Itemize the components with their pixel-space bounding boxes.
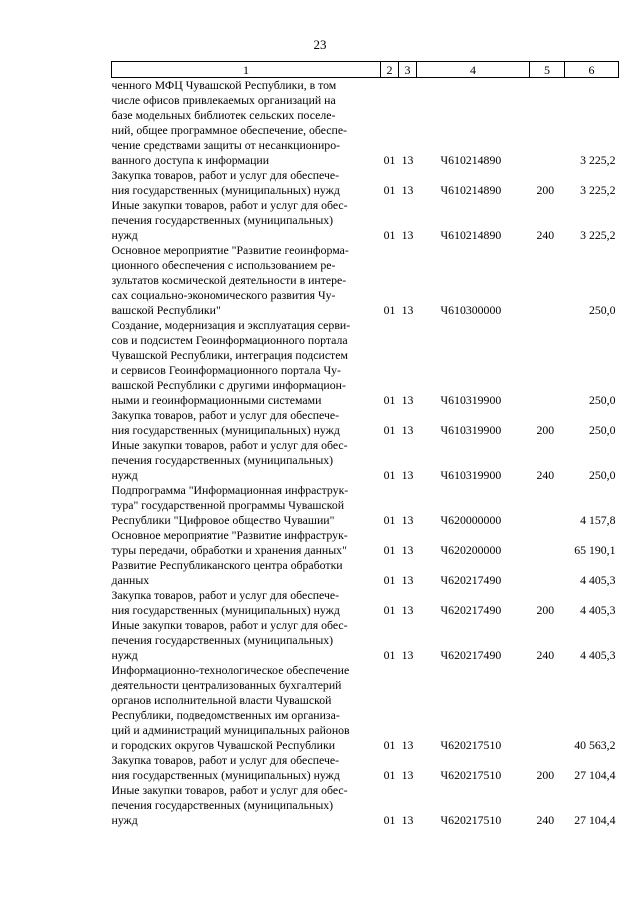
header-col-5: 5 xyxy=(530,62,565,78)
row-name-line: Создание, модернизация и эксплуатация серви- xyxy=(111,318,351,332)
row-amount: 27 104,4 xyxy=(574,768,616,782)
header-col-3: 3 xyxy=(399,62,417,78)
row-name-line: Закупка товаров, работ и услуг для обеспече- xyxy=(111,168,340,182)
row-name-line: Чувашской Республики, интеграция подсистем xyxy=(111,348,348,362)
row-name-line: Подпрограмма "Информационная инфраструк- xyxy=(111,483,349,497)
row-expense-type xyxy=(530,318,565,408)
row-name xyxy=(112,483,381,528)
row-section: 01 xyxy=(383,738,396,752)
row-target-article: Ч610319900 xyxy=(440,393,502,407)
row-subsection: 13 xyxy=(401,183,414,197)
row-section: 01 xyxy=(383,813,396,827)
row-section: 01 xyxy=(383,228,396,242)
row-section: 01 xyxy=(383,603,396,617)
row-subsection: 13 xyxy=(401,813,414,827)
table-row xyxy=(112,243,619,318)
budget-table xyxy=(111,61,619,828)
row-subsection: 13 xyxy=(401,303,414,317)
row-name-line: печения государственных (муниципальных) xyxy=(111,798,334,812)
table-body xyxy=(112,78,619,829)
row-name-line: Закупка товаров, работ и услуг для обеспече- xyxy=(111,753,340,767)
row-expense-type: 240 xyxy=(536,813,555,827)
row-name xyxy=(112,558,381,588)
row-name-line: ния государственных (муниципальных) нужд xyxy=(111,603,340,617)
row-section: 01 xyxy=(383,513,396,527)
row-name-line: нужд xyxy=(111,648,138,662)
row-amount: 27 104,4 xyxy=(574,813,616,827)
table-row xyxy=(112,528,619,558)
row-section: 01 xyxy=(383,423,396,437)
row-name-line: ными и геоинформационными системами xyxy=(111,393,322,407)
table-row xyxy=(112,438,619,483)
row-name-line: вашской Республики с другими информацион- xyxy=(111,378,346,392)
row-name xyxy=(112,168,381,198)
row-name-line: Республики, подведомственных им организа- xyxy=(111,708,340,722)
header-col-6: 6 xyxy=(565,62,619,78)
row-expense-type: 240 xyxy=(536,648,555,662)
page-number: 23 xyxy=(313,37,327,52)
row-name-line: Республики "Цифровое общество Чувашии" xyxy=(111,513,335,527)
row-name-line: ния государственных (муниципальных) нужд xyxy=(111,183,340,197)
row-name-line: и сервисов Геоинформационного портала Чу- xyxy=(111,363,341,377)
row-amount: 250,0 xyxy=(588,393,616,407)
table-row xyxy=(112,588,619,618)
row-name xyxy=(112,588,381,618)
table-row xyxy=(112,198,619,243)
row-target-article: Ч610319900 xyxy=(440,423,502,437)
row-name-line: ний, общее программное обеспечение, обеспе- xyxy=(111,123,347,137)
row-name-line: Закупка товаров, работ и услуг для обеспече- xyxy=(111,408,340,422)
header-col-4: 4 xyxy=(417,62,530,78)
row-subsection: 13 xyxy=(401,423,414,437)
row-target-article: Ч610214890 xyxy=(440,153,502,167)
header-col-1: 1 xyxy=(112,62,381,78)
row-amount: 3 225,2 xyxy=(580,183,616,197)
row-subsection: 13 xyxy=(401,513,414,527)
row-target-article: Ч620217510 xyxy=(440,738,502,752)
row-name xyxy=(112,783,381,828)
row-section: 01 xyxy=(383,183,396,197)
row-name-line: Информационно-технологическое обеспечение xyxy=(111,663,350,677)
header-col-2: 2 xyxy=(381,62,399,78)
row-amount: 40 563,2 xyxy=(574,738,616,752)
row-name-line: туры передачи, обработки и хранения данных" xyxy=(111,543,347,557)
row-name-line: Иные закупки товаров, работ и услуг для обес- xyxy=(111,618,348,632)
row-name-line: печения государственных (муниципальных) xyxy=(111,633,334,647)
row-expense-type: 200 xyxy=(536,768,555,782)
row-name-line: ния государственных (муниципальных) нужд xyxy=(111,423,340,437)
row-name-line: нужд xyxy=(111,468,138,482)
row-subsection: 13 xyxy=(401,468,414,482)
row-name-line: печения государственных (муниципальных) xyxy=(111,213,334,227)
table-row xyxy=(112,78,619,169)
row-name-line: Основное мероприятие "Развитие геоинформа- xyxy=(111,243,349,257)
row-section: 01 xyxy=(383,468,396,482)
row-name xyxy=(112,753,381,783)
row-name-line: сах социально-экономического развития Чу- xyxy=(111,288,336,302)
table-row xyxy=(112,663,619,753)
row-target-article: Ч620217490 xyxy=(440,573,502,587)
row-target-article: Ч610300000 xyxy=(440,303,502,317)
row-section: 01 xyxy=(383,393,396,407)
row-target-article: Ч620217510 xyxy=(440,768,502,782)
row-name xyxy=(112,318,381,408)
row-section: 01 xyxy=(383,303,396,317)
row-name-line: и городских округов Чувашской Республики xyxy=(111,738,336,752)
row-amount: 250,0 xyxy=(588,468,616,482)
row-target-article: Ч620217490 xyxy=(440,648,502,662)
row-section: 01 xyxy=(383,573,396,587)
row-expense-type: 200 xyxy=(536,183,555,197)
row-name-line: тура" государственной программы Чувашской xyxy=(111,498,345,512)
row-subsection: 13 xyxy=(401,648,414,662)
row-name xyxy=(112,618,381,663)
row-subsection: 13 xyxy=(401,573,414,587)
row-expense-type xyxy=(530,558,565,588)
row-name xyxy=(112,438,381,483)
row-amount: 4 157,8 xyxy=(580,513,616,527)
row-amount: 250,0 xyxy=(588,303,616,317)
row-expense-type xyxy=(530,663,565,753)
row-name-line: вашской Республики" xyxy=(111,303,221,317)
row-subsection: 13 xyxy=(401,738,414,752)
row-target-article: Ч620200000 xyxy=(440,543,502,557)
row-name xyxy=(112,408,381,438)
row-target-article: Ч610319900 xyxy=(440,468,502,482)
row-expense-type xyxy=(530,483,565,528)
row-name-line: чение средствами защиты от несанкциониро- xyxy=(111,138,341,152)
table-row xyxy=(112,558,619,588)
row-expense-type xyxy=(530,78,565,169)
row-expense-type: 240 xyxy=(536,468,555,482)
row-name-line: Иные закупки товаров, работ и услуг для обес- xyxy=(111,438,348,452)
row-name-line: ния государственных (муниципальных) нужд xyxy=(111,768,340,782)
row-name xyxy=(112,78,381,169)
row-section: 01 xyxy=(383,543,396,557)
row-name-line: числе офисов привлекаемых организаций на xyxy=(111,93,336,107)
row-name-line: Иные закупки товаров, работ и услуг для обес- xyxy=(111,783,348,797)
row-name xyxy=(112,243,381,318)
row-name-line: ционного обеспечения с использованием ре- xyxy=(111,258,336,272)
row-section: 01 xyxy=(383,153,396,167)
table-row xyxy=(112,318,619,408)
row-expense-type: 240 xyxy=(536,228,555,242)
row-name-line: печения государственных (муниципальных) xyxy=(111,453,334,467)
row-target-article: Ч620217490 xyxy=(440,603,502,617)
row-name-line: ванного доступа к информации xyxy=(111,153,270,167)
row-name-line: нужд xyxy=(111,813,138,827)
row-subsection: 13 xyxy=(401,153,414,167)
row-amount: 65 190,1 xyxy=(574,543,616,557)
row-name xyxy=(112,528,381,558)
row-name-line: сов и подсистем Геоинформационного портала xyxy=(111,333,348,347)
row-name xyxy=(112,663,381,753)
row-expense-type: 200 xyxy=(536,423,555,437)
row-target-article: Ч610214890 xyxy=(440,183,502,197)
row-amount: 4 405,3 xyxy=(580,573,616,587)
row-target-article: Ч620217510 xyxy=(440,813,502,827)
row-subsection: 13 xyxy=(401,543,414,557)
table-row xyxy=(112,753,619,783)
row-name-line: органов исполнительной власти Чувашской xyxy=(111,693,332,707)
row-name-line: базе модельных библиотек сельских поселе- xyxy=(111,108,336,122)
row-expense-type: 200 xyxy=(536,603,555,617)
row-subsection: 13 xyxy=(401,228,414,242)
row-name-line: зультатов космической деятельности в интере- xyxy=(111,273,347,287)
row-name-line: ченного МФЦ Чувашской Республики, в том xyxy=(111,78,337,92)
row-name xyxy=(112,198,381,243)
row-name-line: Основное мероприятие "Развитие инфраструк- xyxy=(111,528,348,542)
table-row xyxy=(112,783,619,828)
row-expense-type xyxy=(530,528,565,558)
row-name-line: данных xyxy=(111,573,150,587)
row-expense-type xyxy=(530,243,565,318)
row-target-article: Ч620000000 xyxy=(440,513,502,527)
row-section: 01 xyxy=(383,768,396,782)
row-amount: 4 405,3 xyxy=(580,603,616,617)
row-amount: 3 225,2 xyxy=(580,228,616,242)
row-amount: 3 225,2 xyxy=(580,153,616,167)
row-name-line: ций и администраций муниципальных районов xyxy=(111,723,350,737)
row-amount: 4 405,3 xyxy=(580,648,616,662)
row-subsection: 13 xyxy=(401,603,414,617)
row-name-line: Иные закупки товаров, работ и услуг для обес- xyxy=(111,198,348,212)
row-name-line: нужд xyxy=(111,228,138,242)
table-row xyxy=(112,483,619,528)
row-name-line: Развитие Республиканского центра обработки xyxy=(111,558,343,572)
table-row xyxy=(112,168,619,198)
table-header xyxy=(112,62,619,78)
row-amount: 250,0 xyxy=(588,423,616,437)
row-target-article: Ч610214890 xyxy=(440,228,502,242)
row-name-line: деятельности централизованных бухгалтерий xyxy=(111,678,342,692)
row-name-line: Закупка товаров, работ и услуг для обеспече- xyxy=(111,588,340,602)
row-subsection: 13 xyxy=(401,768,414,782)
table-row xyxy=(112,408,619,438)
row-section: 01 xyxy=(383,648,396,662)
row-subsection: 13 xyxy=(401,393,414,407)
table-row xyxy=(112,618,619,663)
